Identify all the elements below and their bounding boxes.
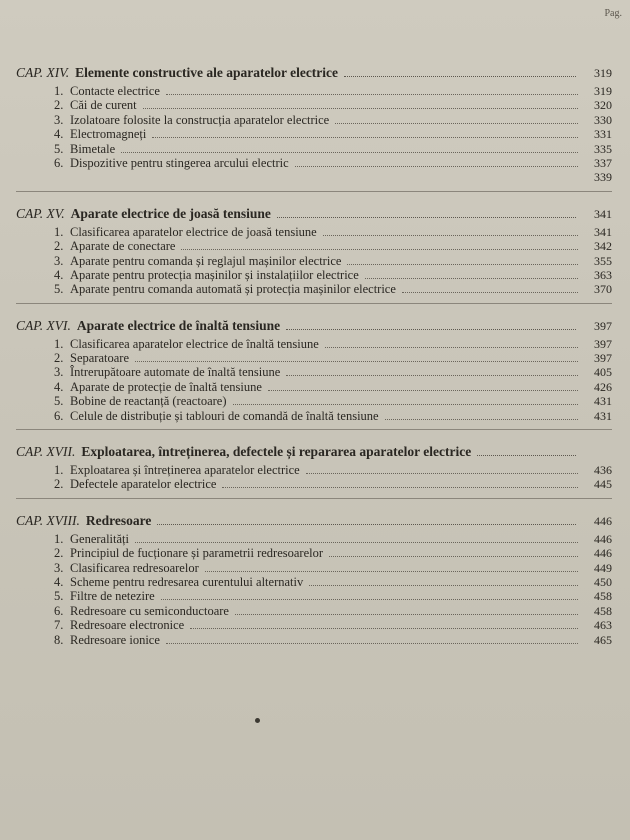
entry-page-number: 342	[594, 239, 612, 254]
entry-number: 2.	[54, 98, 64, 113]
entry-page-number: 405	[594, 365, 612, 380]
entry-number: 2.	[54, 477, 64, 492]
dot-leader	[143, 108, 578, 109]
entry-title: Bimetale	[70, 141, 116, 156]
toc-entry	[54, 84, 612, 98]
chapter-title: Exploatarea, întreținerea, defectele și repararea aparatelor electrice	[81, 444, 472, 460]
entry-number: 3.	[54, 253, 64, 268]
toc-chapter	[16, 197, 612, 304]
entry-title: Contacte electrice	[70, 84, 160, 98]
entry-title: Redresoare electronice	[70, 618, 185, 633]
entry-page-number: 458	[594, 589, 612, 604]
entry-title: Clasificarea aparatelor electrice de joasă tensiune	[70, 224, 317, 239]
toc-entry	[54, 337, 612, 351]
toc-entry	[54, 225, 612, 239]
entry-number: 4.	[54, 379, 64, 394]
dot-leader	[286, 375, 578, 376]
toc-chapter	[16, 309, 612, 430]
chapter-divider	[16, 429, 612, 430]
entry-title: Celule de distribuție și tablouri de comandă de înaltă tensiune	[70, 408, 379, 423]
chapter-heading	[16, 309, 612, 337]
chapter-heading	[16, 504, 612, 532]
chapter-title: Aparate electrice de înaltă tensiune	[76, 317, 281, 333]
dot-leader	[402, 292, 578, 293]
toc-entry	[54, 351, 612, 365]
entry-number: 5.	[54, 589, 64, 604]
toc-entry	[54, 170, 612, 184]
entry-page-number: 426	[594, 379, 612, 394]
entry-title: Generalități	[70, 531, 129, 546]
chapter-page-number: 341	[594, 206, 612, 221]
dot-leader	[277, 217, 576, 218]
dot-leader	[233, 404, 579, 405]
toc-entry	[54, 365, 612, 379]
entry-title: Redresoare ionice	[70, 632, 160, 647]
entry-number: 5.	[54, 141, 64, 156]
dot-leader	[222, 487, 578, 488]
toc-entry	[54, 98, 612, 112]
entry-page-number: 397	[594, 351, 612, 366]
chapter-label: CAP. XVIII.	[16, 512, 80, 528]
chapter-title: Elemente constructive ale aparatelor electrice	[75, 65, 339, 80]
dot-leader	[325, 347, 578, 348]
entry-page-number: 458	[594, 603, 612, 618]
dot-leader	[166, 94, 578, 95]
entry-number: 6.	[54, 408, 64, 423]
toc-entry	[54, 113, 612, 127]
entry-title: Exploatarea și întreținerea aparatelor electrice	[70, 463, 300, 478]
entry-title: Aparate pentru comanda și reglajul mașinilor electrice	[70, 253, 342, 268]
toc-chapter	[16, 56, 612, 192]
chapter-divider	[16, 191, 612, 192]
dot-leader	[329, 556, 578, 557]
chapter-entries	[16, 84, 612, 185]
chapter-label: CAP. XVII.	[16, 444, 76, 460]
entry-number: 6.	[54, 603, 64, 618]
entry-page-number: 370	[594, 282, 612, 297]
dot-leader	[347, 264, 578, 265]
entry-page-number: 397	[594, 336, 612, 351]
toc-entry	[54, 156, 612, 170]
entry-title: Principiul de fucționare și parametrii redresoarelor	[70, 546, 324, 561]
dot-leader	[205, 571, 578, 572]
entry-title: Clasificarea redresoarelor	[70, 560, 199, 575]
chapter-label: CAP. XIV.	[16, 65, 70, 80]
entry-title: Aparate de protecție de înaltă tensiune	[70, 379, 262, 394]
entry-page-number: 465	[594, 632, 612, 647]
entry-title: Scheme pentru redresarea curentului alternativ	[70, 574, 304, 589]
dot-leader	[335, 123, 578, 124]
chapter-label: CAP. XV.	[16, 205, 65, 221]
entry-title: Izolatoare folosite la construcția aparatelor electrice	[70, 112, 330, 127]
entry-number: 3.	[54, 365, 64, 380]
dot-leader	[235, 614, 578, 615]
entry-number: 1.	[54, 531, 64, 546]
entry-number: 4.	[54, 574, 64, 589]
dot-leader	[161, 599, 578, 600]
toc-entry	[54, 127, 612, 141]
toc-chapter	[16, 435, 612, 499]
dot-leader	[344, 76, 576, 77]
entry-page-number: 339	[594, 170, 612, 185]
chapter-divider	[16, 498, 612, 499]
chapter-heading	[16, 197, 612, 225]
toc-entry	[54, 561, 612, 575]
entry-number: 2.	[54, 351, 64, 366]
chapter-page-number: 319	[594, 66, 612, 80]
entry-page-number: 449	[594, 560, 612, 575]
entry-page-number: 436	[594, 463, 612, 478]
entry-page-number: 431	[594, 394, 612, 409]
dot-leader	[295, 166, 578, 167]
entry-number: 8.	[54, 632, 64, 647]
chapter-divider	[16, 303, 612, 304]
entry-page-number: 337	[594, 155, 612, 170]
entry-title: Clasificarea aparatelor electrice de înaltă tensiune	[70, 336, 319, 351]
entry-title: Redresoare cu semiconductoare	[70, 603, 229, 618]
toc-entry	[54, 394, 612, 408]
entry-page-number: 320	[594, 98, 612, 113]
chapter-heading	[16, 56, 612, 84]
entry-page-number: 450	[594, 574, 612, 589]
entry-title: Filtre de netezire	[70, 589, 155, 604]
entry-number: 5.	[54, 282, 64, 297]
entry-page-number: 319	[594, 84, 612, 98]
chapter-title: Aparate electrice de joasă tensiune	[70, 205, 271, 221]
entry-page-number: 445	[594, 477, 612, 492]
entry-number: 2.	[54, 239, 64, 254]
entry-number: 4.	[54, 267, 64, 282]
dot-leader	[477, 455, 576, 456]
chapter-label: CAP. XVI.	[16, 317, 71, 333]
entry-page-number: 463	[594, 618, 612, 633]
entry-number: 6.	[54, 155, 64, 170]
entry-page-number: 446	[594, 531, 612, 546]
entry-number: 3.	[54, 112, 64, 127]
dot-leader	[157, 524, 576, 525]
entry-page-number: 363	[594, 267, 612, 282]
dot-leader	[152, 137, 578, 138]
dot-leader	[181, 249, 578, 250]
chapter-title: Redresoare	[85, 512, 152, 528]
entry-title: Bobine de reactanță (reactoare)	[70, 394, 227, 409]
dot-leader	[268, 390, 578, 391]
entry-number: 3.	[54, 560, 64, 575]
entry-title: Defectele aparatelor electrice	[70, 477, 217, 492]
dot-leader	[365, 278, 578, 279]
toc-entry	[54, 633, 612, 647]
dot-leader	[385, 419, 578, 420]
table-of-contents	[16, 56, 612, 652]
page-column-header: Pag.	[604, 8, 622, 19]
chapter-page-number: 446	[594, 513, 612, 528]
toc-entry	[54, 532, 612, 546]
entry-title: Întrerupătoare automate de înaltă tensiune	[70, 365, 281, 380]
chapter-heading	[16, 435, 612, 463]
entry-title: Aparate de conectare	[70, 239, 176, 254]
entry-page-number: 355	[594, 253, 612, 268]
toc-entry	[54, 589, 612, 603]
chapter-page-number: 397	[594, 318, 612, 333]
entry-number: 2.	[54, 546, 64, 561]
toc-entry	[54, 142, 612, 156]
entry-title: Dispozitive pentru stingerea arcului electric	[70, 155, 289, 170]
dot-leader	[309, 585, 578, 586]
toc-entry	[54, 575, 612, 589]
chapter-entries	[16, 463, 612, 492]
dot-leader	[166, 643, 578, 644]
entry-number: 1.	[54, 463, 64, 478]
entry-title: Electromagneți	[70, 127, 147, 142]
dot-leader	[286, 329, 576, 330]
entry-number: 4.	[54, 127, 64, 142]
toc-entry	[54, 463, 612, 477]
entry-page-number: 431	[594, 408, 612, 423]
entry-page-number: 446	[594, 546, 612, 561]
toc-entry	[54, 268, 612, 282]
entry-title: Aparate pentru comanda automată și protecția mașinilor electrice	[70, 282, 396, 297]
dot-leader	[135, 542, 578, 543]
entry-page-number: 331	[594, 127, 612, 142]
entry-title: Căi de curent	[70, 98, 137, 113]
chapter-entries	[16, 337, 612, 423]
entry-title: Separatoare	[70, 351, 129, 366]
toc-entry	[54, 254, 612, 268]
toc-chapter	[16, 504, 612, 647]
entry-number: 5.	[54, 394, 64, 409]
entry-title: Aparate pentru protecția mașinilor și instalațiilor electrice	[70, 267, 359, 282]
dot-leader	[306, 473, 578, 474]
ink-spot	[255, 718, 260, 723]
dot-leader	[121, 152, 578, 153]
toc-entry	[54, 618, 612, 632]
toc-entry	[54, 409, 612, 423]
toc-entry	[54, 380, 612, 394]
toc-entry	[54, 546, 612, 560]
entry-number: 1.	[54, 224, 64, 239]
entry-number: 7.	[54, 618, 64, 633]
chapter-entries	[16, 225, 612, 297]
dot-leader	[190, 628, 578, 629]
entry-number: 1.	[54, 336, 64, 351]
toc-entry	[54, 604, 612, 618]
toc-entry	[54, 282, 612, 296]
toc-entry	[54, 477, 612, 491]
dot-leader	[135, 361, 578, 362]
toc-entry	[54, 239, 612, 253]
dot-leader	[323, 235, 578, 236]
entry-page-number: 335	[594, 141, 612, 156]
chapter-entries	[16, 532, 612, 647]
entry-page-number: 330	[594, 112, 612, 127]
entry-number: 1.	[54, 84, 64, 98]
entry-page-number: 341	[594, 224, 612, 239]
